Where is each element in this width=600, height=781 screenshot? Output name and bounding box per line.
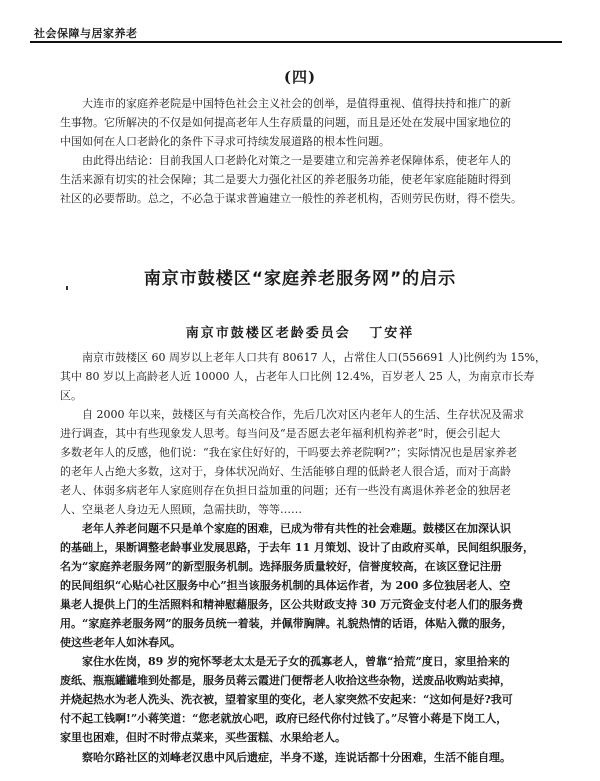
- body-paragraph-4: [60, 652, 550, 747]
- body-paragraph-3: [60, 519, 550, 652]
- text-line: 由此得出结论：目前我国人口老龄化对策之一是要建立和完善养老保障体系，使老年人的: [82, 154, 511, 167]
- text-line: 察哈尔路社区的刘峰老汉患中风后遗症，半身不遂，连说话都十分困难，生活不能自理。: [82, 751, 511, 764]
- text-line: 使这些老年人如沐春风。: [60, 636, 181, 649]
- text-line: 人、空巢老人身边无人照顾，急需扶助，等等……: [60, 503, 302, 516]
- text-line: 自 2000 年以来，鼓楼区与有关高校合作，先后几次对区内老年人的生活、生存状况及需求: [82, 408, 524, 421]
- text-line: 老年人养老问题不只是单个家庭的困难，已成为带有共性的社会难题。鼓楼区在加深认识: [82, 522, 511, 535]
- text-line: 的基础上，果断调整老龄事业发展思路，于去年 11 月策划、设计了由政府买单，民间组织服务，: [60, 541, 534, 554]
- article-byline: [0, 322, 600, 341]
- body-paragraph-2: [60, 405, 550, 519]
- text-line: 巢老人提供上门的生活照料和精神慰藉服务，区公共财政支持 30 万元资金支付老人们的服务费: [60, 598, 523, 611]
- text-line: 其中 80 岁以上高龄老人近 10000 人，占老年人口比例 12.4%，百岁老人 25 人，为南京市长寿: [60, 370, 535, 383]
- article-title: 南京市鼓楼区“家庭养老服务网”的启示: [143, 269, 457, 289]
- text-line: 社区的必要帮助。总之，不必急于谋求普遍建立一般性的养老机构，否则劳民伤财，得不偿失。: [60, 192, 522, 205]
- body-paragraph-5: [60, 748, 550, 767]
- body-paragraph-1: [60, 348, 550, 405]
- text-line: 的老年人占绝大多数，这对于，身体状况尚好、生活能够自理的低龄老人很合适，而对于高龄: [60, 465, 511, 478]
- text-line: 生活来源有切实的社会保障；其二是要大力强化社区的养老服务功能，使老年家庭能随时得到: [60, 173, 511, 186]
- text-line: 老人、体弱多病老年人家庭则存在负担日益加重的问题；还有一些没有离退休养老金的独居老: [60, 484, 511, 497]
- margin-mark: [66, 286, 68, 290]
- intro-paragraph-2: [60, 151, 550, 208]
- text-line: 生事物。它所解决的不仅是如何提高老年人生存质量的问题，而且是还处在发展中国家地位的: [60, 116, 511, 129]
- text-line: 大连市的家庭养老院是中国特色社会主义社会的创举，是值得重视、值得扶持和推广的新: [82, 97, 511, 110]
- text-line: 付不起工钱啊!”小蒋笑道：“您老就放心吧，政府已经代你付过钱了。”尽管小蒋是下岗工人，: [60, 712, 508, 725]
- page-header: [0, 0, 600, 46]
- text-line: 家里也困难，但时不时带点菜来，买些蛋糕、水果给老人。: [60, 731, 346, 744]
- text-line: 中国如何在人口老龄化的条件下寻求可持续发展道路的根本性问题。: [60, 135, 390, 148]
- text-line: 名为“家庭养老服务网”的新型服务机制。选择服务质量较好，信誉度较高，在该区登记注册: [60, 560, 502, 573]
- text-line: 区。: [60, 389, 82, 402]
- section-number: (四): [283, 68, 317, 86]
- running-title: 社会保障与居家养老: [34, 27, 138, 40]
- text-line: 并烧起热水为老人洗头、洗衣被，望着家里的变化，老人家突然不安起来：“这如何是好?我可: [60, 693, 513, 706]
- header-rule: [30, 41, 562, 43]
- text-line: 家住水佐岗，89 岁的宛怀琴老太太是无子女的孤寡老人，曾靠“拾荒”度日，家里拾来的: [82, 655, 510, 668]
- text-line: 用。“家庭养老服务网”的服务员统一着装，并佩带胸牌。礼貌热情的话语，体贴入微的服务，: [60, 617, 513, 630]
- text-line: 废纸、瓶瓶罐罐堆到处都是，服务员蒋云霞进门便帮老人收拾这些杂物，送废品收购站卖掉，: [60, 674, 511, 687]
- author-organization: 南京市鼓楼区老龄委员会: [185, 326, 351, 341]
- text-line: 南京市鼓楼区 60 周岁以上老年人口共有 80617 人，占常住人口(556691 人)比例约为 15%，: [82, 351, 546, 364]
- text-line: 多数老年人的反感，他们说：“我在家住好好的，干吗要去养老院啊?”；实际情况也是居家养老: [60, 446, 518, 459]
- author-name: 丁安祥: [369, 326, 415, 341]
- intro-paragraph-1: [60, 94, 550, 151]
- text-line: 进行调查，其中有些现象发人思考。每当问及“是否愿去老年福利机构养老”时，便会引起大: [60, 427, 501, 440]
- text-line: 的民间组织“心贴心社区服务中心”担当该服务机制的具体运作者，为 200 多位独居老人、空: [60, 579, 511, 592]
